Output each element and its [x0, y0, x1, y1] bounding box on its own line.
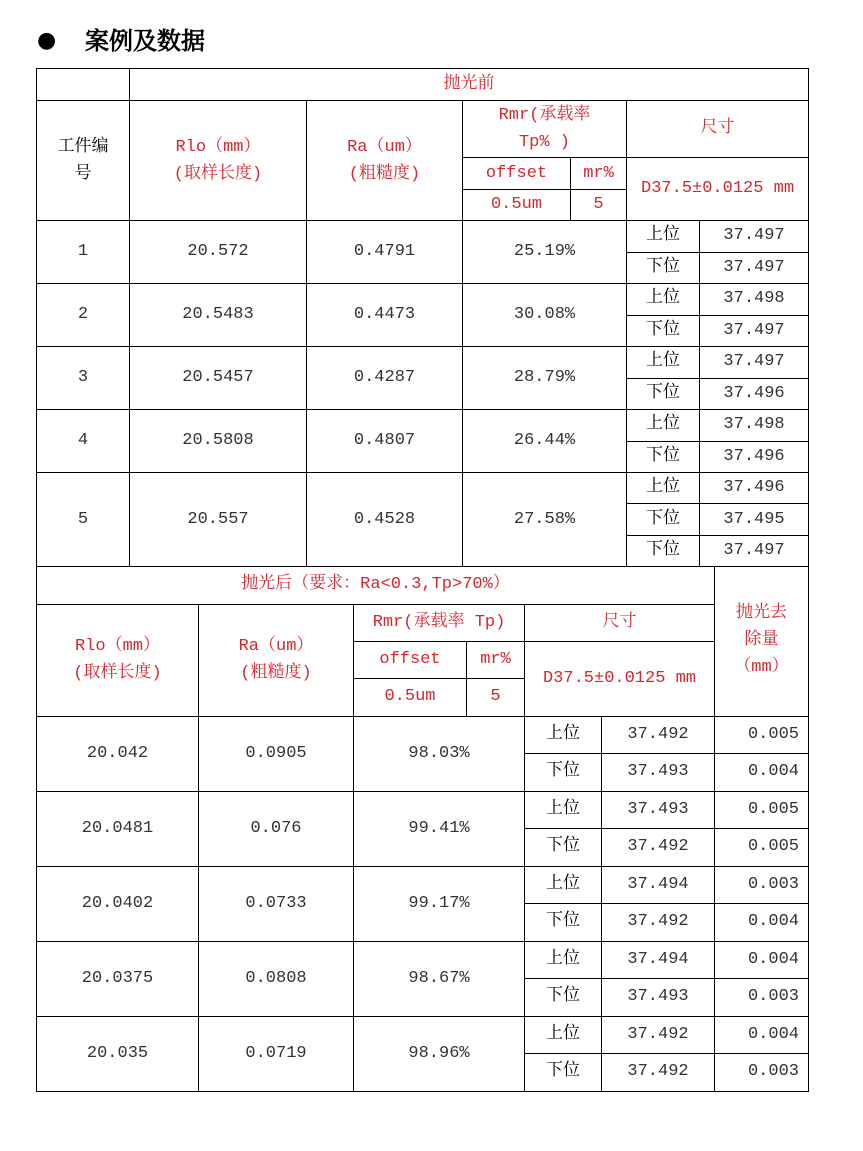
- position-cell: 下位: [627, 441, 700, 473]
- mr-header: mr%: [467, 641, 525, 678]
- position-cell: 下位: [525, 829, 602, 867]
- size-header: 尺寸: [627, 101, 809, 158]
- removal-cell: 0.003: [715, 979, 809, 1017]
- removal-cell: 0.003: [715, 866, 809, 904]
- size-value-cell: 37.497: [700, 347, 809, 379]
- table-title: 抛光前: [130, 69, 809, 101]
- size-value-cell: 37.496: [700, 378, 809, 410]
- mr-value: 5: [467, 678, 525, 716]
- size-value-cell: 37.492: [602, 829, 715, 867]
- table-row: [37, 221, 809, 253]
- position-cell: 下位: [525, 1054, 602, 1092]
- size-value-cell: 37.493: [602, 979, 715, 1017]
- removal-cell: 0.004: [715, 754, 809, 792]
- removal-cell: 0.004: [715, 941, 809, 979]
- offset-value: 0.5um: [463, 190, 571, 221]
- rmr-cell: 99.41%: [354, 791, 525, 866]
- removal-cell: 0.005: [715, 829, 809, 867]
- position-cell: 上位: [525, 716, 602, 754]
- position-cell: 下位: [525, 754, 602, 792]
- removal-cell: 0.004: [715, 904, 809, 942]
- ra-header: [199, 604, 354, 716]
- position-cell: 下位: [627, 378, 700, 410]
- size-spec: D37.5±0.0125 mm: [627, 158, 809, 221]
- rlo-cell: 20.042: [37, 716, 199, 791]
- rlo-cell: 20.557: [130, 473, 307, 567]
- table-header-row: [37, 69, 809, 101]
- position-cell: 下位: [525, 979, 602, 1017]
- rmr-header: [463, 101, 627, 158]
- ra-cell: 0.0719: [199, 1016, 354, 1091]
- table-row: [37, 941, 809, 979]
- position-cell: 上位: [627, 473, 700, 504]
- size-value-cell: 37.497: [700, 221, 809, 253]
- removal-header: [715, 566, 809, 716]
- ra-sublabel: (粗糙度): [240, 664, 312, 683]
- size-value-cell: 37.492: [602, 904, 715, 942]
- rlo-sublabel: (取样长度): [173, 164, 263, 184]
- size-header: 尺寸: [525, 604, 715, 641]
- rlo-cell: 20.5808: [130, 410, 307, 473]
- rmr-cell: 28.79%: [463, 347, 627, 410]
- mr-header: mr%: [571, 158, 627, 190]
- position-cell: 下位: [627, 315, 700, 347]
- section-heading: [37, 24, 205, 58]
- position-cell: 上位: [627, 347, 700, 379]
- rlo-label: Rlo（mm）: [175, 137, 261, 157]
- size-value-cell: 37.496: [700, 473, 809, 504]
- removal-cell: 0.003: [715, 1054, 809, 1092]
- ra-cell: 0.076: [199, 791, 354, 866]
- size-value-cell: 37.492: [602, 716, 715, 754]
- table-row: [37, 410, 809, 442]
- rlo-header: [37, 604, 199, 716]
- position-cell: 上位: [525, 941, 602, 979]
- position-cell: 下位: [627, 535, 700, 566]
- sample-id-cell: 4: [37, 410, 130, 473]
- table-header-row: [37, 604, 809, 641]
- table-title: 抛光后（要求：Ra<0.3,Tp>70%）: [37, 566, 715, 604]
- table-header-row: [37, 101, 809, 158]
- position-cell: 上位: [525, 1016, 602, 1054]
- rlo-cell: 20.5457: [130, 347, 307, 410]
- rlo-cell: 20.0402: [37, 866, 199, 941]
- sample-id-cell: 2: [37, 284, 130, 347]
- table-row: [37, 866, 809, 904]
- mr-value: 5: [571, 190, 627, 221]
- position-cell: 上位: [627, 284, 700, 316]
- removal-cell: 0.004: [715, 1016, 809, 1054]
- ra-cell: 0.4528: [307, 473, 463, 567]
- position-cell: 下位: [627, 504, 700, 535]
- ra-cell: 0.4287: [307, 347, 463, 410]
- sample-id-cell: 3: [37, 347, 130, 410]
- table-row: [37, 284, 809, 316]
- size-value-cell: 37.496: [700, 441, 809, 473]
- table-row: [37, 1016, 809, 1054]
- ra-header: [307, 101, 463, 221]
- corner-cell: [37, 69, 130, 101]
- size-value-cell: 37.493: [602, 754, 715, 792]
- ra-label: Ra（um）: [347, 137, 422, 157]
- table-row: [37, 347, 809, 379]
- ra-cell: 0.0808: [199, 941, 354, 1016]
- position-cell: 下位: [525, 904, 602, 942]
- position-cell: 下位: [627, 252, 700, 284]
- before-polish-table: [36, 68, 809, 567]
- rmr-cell: 98.67%: [354, 941, 525, 1016]
- position-cell: 上位: [627, 410, 700, 442]
- rmr-label: Rmr(承载率 Tp% ): [498, 106, 591, 152]
- sample-id-cell: 1: [37, 221, 130, 284]
- part-number-label: 工件编号: [57, 137, 109, 184]
- position-cell: 上位: [525, 866, 602, 904]
- size-value-cell: 37.495: [700, 504, 809, 535]
- position-cell: 上位: [627, 221, 700, 253]
- rlo-cell: 20.0375: [37, 941, 199, 1016]
- removal-cell: 0.005: [715, 716, 809, 754]
- sample-id-cell: 5: [37, 473, 130, 567]
- size-value-cell: 37.497: [700, 315, 809, 347]
- after-polish-table: [36, 566, 809, 1092]
- rlo-header: [130, 101, 307, 221]
- size-value-cell: 37.494: [602, 866, 715, 904]
- section-title: 案例及数据: [85, 27, 205, 55]
- rlo-sublabel: (取样长度): [73, 664, 162, 683]
- part-number-header: [37, 101, 130, 221]
- table-row: [37, 716, 809, 754]
- rmr-cell: 99.17%: [354, 866, 525, 941]
- rmr-cell: 98.03%: [354, 716, 525, 791]
- rlo-cell: 20.5483: [130, 284, 307, 347]
- size-value-cell: 37.492: [602, 1054, 715, 1092]
- rlo-cell: 20.0481: [37, 791, 199, 866]
- removal-label: 抛光去除量（mm）: [734, 604, 789, 678]
- size-value-cell: 37.494: [602, 941, 715, 979]
- ra-cell: 0.4791: [307, 221, 463, 284]
- position-cell: 上位: [525, 791, 602, 829]
- size-value-cell: 37.493: [602, 791, 715, 829]
- table-header-row: [37, 566, 809, 604]
- rmr-cell: 30.08%: [463, 284, 627, 347]
- size-spec: D37.5±0.0125 mm: [525, 641, 715, 716]
- ra-label: Ra（um）: [238, 637, 314, 656]
- offset-header: offset: [463, 158, 571, 190]
- offset-value: 0.5um: [354, 678, 467, 716]
- table-row: [37, 473, 809, 504]
- rmr-cell: 25.19%: [463, 221, 627, 284]
- size-value-cell: 37.497: [700, 252, 809, 284]
- rmr-header: Rmr(承载率 Tp): [354, 604, 525, 641]
- ra-sublabel: (粗糙度): [348, 164, 421, 184]
- removal-cell: 0.005: [715, 791, 809, 829]
- rlo-label: Rlo（mm）: [74, 637, 160, 656]
- offset-header: offset: [354, 641, 467, 678]
- rmr-cell: 27.58%: [463, 473, 627, 567]
- ra-cell: 0.0733: [199, 866, 354, 941]
- ra-cell: 0.4473: [307, 284, 463, 347]
- rlo-cell: 20.572: [130, 221, 307, 284]
- size-value-cell: 37.492: [602, 1016, 715, 1054]
- size-value-cell: 37.497: [700, 535, 809, 566]
- ra-cell: 0.0905: [199, 716, 354, 791]
- rlo-cell: 20.035: [37, 1016, 199, 1091]
- rmr-cell: 98.96%: [354, 1016, 525, 1091]
- ra-cell: 0.4807: [307, 410, 463, 473]
- size-value-cell: 37.498: [700, 410, 809, 442]
- rmr-cell: 26.44%: [463, 410, 627, 473]
- size-value-cell: 37.498: [700, 284, 809, 316]
- bullet-icon: ●: [37, 28, 57, 53]
- table-row: [37, 791, 809, 829]
